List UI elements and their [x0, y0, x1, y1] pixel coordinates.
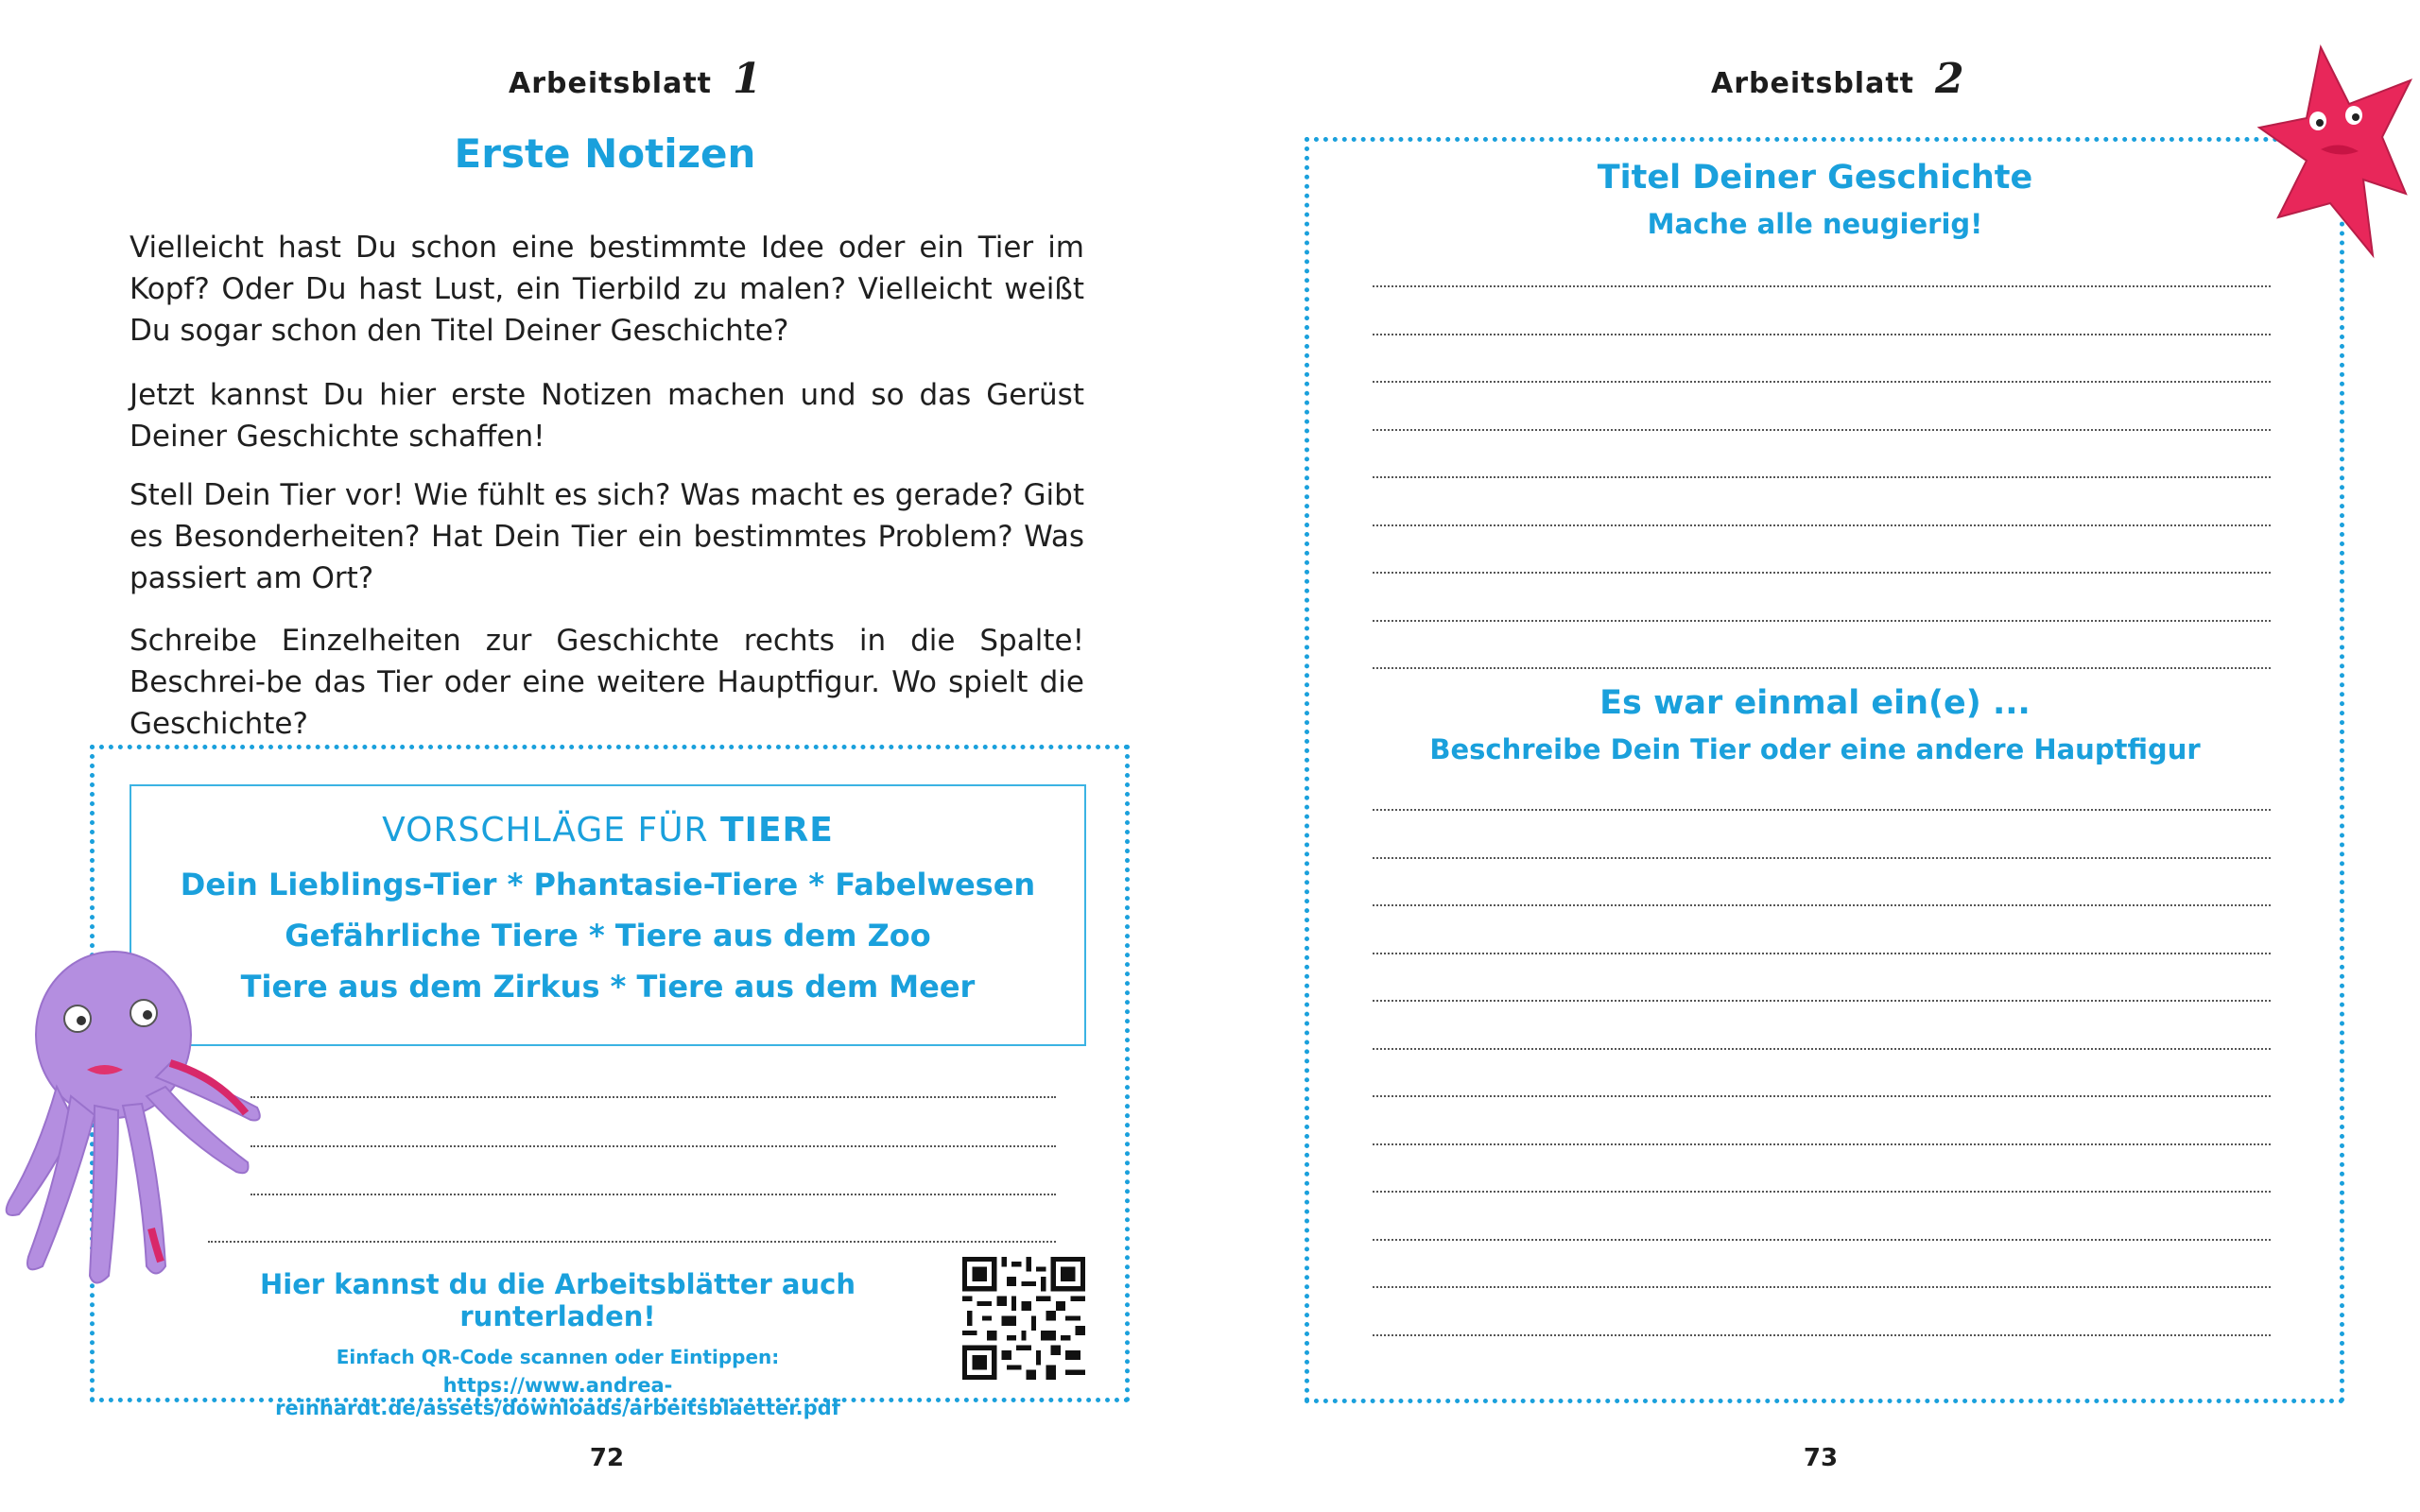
writing-line[interactable]	[251, 1194, 1056, 1195]
download-title: Hier kannst du die Arbeitsblätter auch runterladen!	[260, 1268, 856, 1332]
suggestion-line: Tiere aus dem Zirkus * Tiere aus dem Meer	[240, 969, 976, 1005]
intro-paragraph-3: Stell Dein Tier vor! Wie fühlt es sich? Was macht es gerade? Gibt es Besonderheiten? Hat Dein Tier ein bestimmtes Problem? Was passiert am Ort?	[130, 478, 1084, 595]
writing-line[interactable]	[1373, 620, 2271, 622]
writing-line[interactable]	[208, 1241, 1056, 1243]
writing-line[interactable]	[1373, 285, 2271, 287]
writing-line[interactable]	[1373, 429, 2271, 431]
writing-line[interactable]	[1373, 1191, 2271, 1193]
suggestions-title-emphasis: TIERE	[720, 811, 834, 850]
writing-line[interactable]	[1373, 1000, 2271, 1002]
sheet-label: Arbeitsblatt	[509, 67, 712, 100]
writing-line[interactable]	[251, 1145, 1056, 1147]
writing-line[interactable]	[1373, 857, 2271, 859]
intro-paragraph-1: Vielleicht hast Du schon eine bestimmte Idee oder ein Tier im Kopf? Oder Du hast Lust, ein Tierbild zu malen? Vielleicht weißt Du sogar schon den Titel Deiner Geschichte?	[130, 231, 1084, 348]
right-page	[1210, 0, 2420, 1512]
writing-line[interactable]	[1373, 381, 2271, 383]
writing-line[interactable]	[1373, 476, 2271, 478]
suggestion-line: Dein Lieblings-Tier * Phantasie-Tiere * Fabelwesen	[180, 867, 1036, 902]
writing-line[interactable]	[1373, 809, 2271, 811]
sheet-label: Arbeitsblatt	[1711, 67, 1914, 100]
writing-line[interactable]	[1373, 572, 2271, 574]
writing-line[interactable]	[1373, 524, 2271, 526]
page-title: Erste Notizen	[454, 130, 756, 177]
writing-line[interactable]	[1373, 1143, 2271, 1145]
sheet-number: 2	[1935, 55, 1965, 103]
download-info	[165, 1268, 950, 1419]
writing-line[interactable]	[1373, 904, 2271, 906]
suggestions-title-prefix: VORSCHLÄGE FÜR	[382, 811, 721, 850]
writing-line[interactable]	[251, 1096, 1056, 1098]
star-illustration	[2250, 38, 2420, 265]
qr-code[interactable]	[962, 1257, 1085, 1380]
writing-line[interactable]	[1373, 1239, 2271, 1241]
writing-line[interactable]	[1373, 667, 2271, 669]
sheet-header	[1711, 55, 1965, 102]
download-url-link[interactable]: https://www.andrea-reinhardt.de/assets/downloads/arbeitsblaetter.pdf	[275, 1374, 840, 1419]
writing-line[interactable]	[1373, 1095, 2271, 1097]
octopus-illustration	[0, 945, 274, 1295]
page-number: 73	[1803, 1444, 1839, 1472]
section-subtitle-story: Mache alle neugierig!	[1647, 208, 1983, 240]
section-title-story: Titel Deiner Geschichte	[1597, 159, 2033, 197]
suggestions-title	[131, 811, 1084, 850]
writing-line[interactable]	[1373, 953, 2271, 954]
intro-paragraph-2: Jetzt kannst Du hier erste Notizen machen und so das Gerüst Deiner Geschichte schaffen!	[130, 378, 1084, 454]
intro-paragraph-4: Schreibe Einzelheiten zur Geschichte rechts in die Spalte! Beschrei-be das Tier oder eine weitere Hauptfigur. Wo spielt die Geschichte?	[130, 624, 1084, 741]
download-subtitle: Einfach QR-Code scannen oder Eintippen:	[336, 1346, 780, 1368]
writing-frame	[1305, 137, 2344, 1403]
sheet-number: 1	[733, 55, 763, 103]
writing-line[interactable]	[1373, 1334, 2271, 1336]
section-title-character: Es war einmal ein(e) ...	[1599, 684, 2031, 722]
writing-line[interactable]	[1373, 334, 2271, 335]
sheet-header	[509, 55, 763, 102]
section-subtitle-character: Beschreibe Dein Tier oder eine andere Hauptfigur	[1429, 733, 2201, 765]
suggestion-line: Gefährliche Tiere * Tiere aus dem Zoo	[285, 918, 931, 954]
writing-line[interactable]	[1373, 1048, 2271, 1050]
page-number: 72	[589, 1444, 625, 1472]
writing-line[interactable]	[1373, 1286, 2271, 1288]
